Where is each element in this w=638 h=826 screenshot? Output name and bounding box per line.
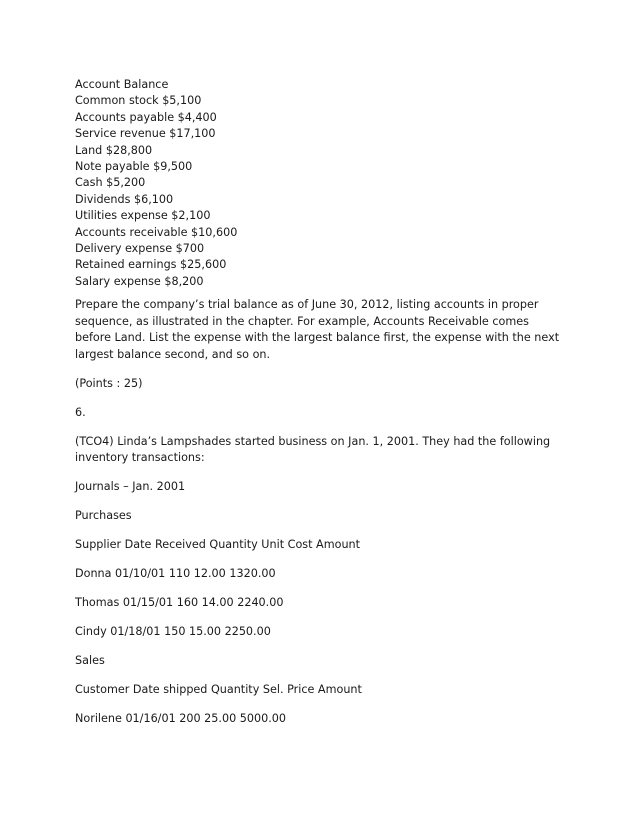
account-line: Common stock $5,100: [75, 94, 202, 108]
account-balance-list: [75, 77, 565, 290]
purchase-row: Donna 01/10/01 110 12.00 1320.00: [75, 567, 276, 581]
document-body: [75, 77, 565, 740]
account-line: Note payable $9,500: [75, 160, 193, 174]
question-intro: (TCO4) Linda’s Lampshades started business on Jan. 1, 2001. They had the following inventory transactions:: [75, 434, 551, 465]
account-line: Retained earnings $25,600: [75, 258, 227, 272]
account-line: Accounts receivable $10,600: [75, 225, 238, 239]
account-line: Service revenue $17,100: [75, 127, 216, 141]
purchase-row: Cindy 01/18/01 150 15.00 2250.00: [75, 625, 271, 639]
account-line: Accounts payable $4,400: [75, 110, 217, 124]
account-list-header: Account Balance: [75, 78, 169, 91]
question-number: 6.: [75, 405, 86, 419]
sale-row: Norilene 01/16/01 200 25.00 5000.00: [75, 712, 287, 726]
account-line: Dividends $6,100: [75, 192, 174, 206]
purchase-row: Thomas 01/15/01 160 14.00 2240.00: [75, 596, 284, 610]
account-line: Utilities expense $2,100: [75, 209, 211, 223]
account-line: Land $28,800: [75, 143, 153, 157]
account-line: Delivery expense $700: [75, 242, 205, 256]
sales-heading: Sales: [75, 654, 105, 668]
instructions-paragraph: Prepare the company’s trial balance as of June 30, 2012, listing accounts in proper sequence, as illustrated in the chapter. For example, Accounts Receivable comes before Land. List the expense with the largest balance first, the expense with the next largest balance second, and so on.: [75, 298, 560, 361]
purchases-heading: Purchases: [75, 509, 132, 523]
journals-heading: Journals – Jan. 2001: [75, 480, 186, 494]
sales-table-header: Customer Date shipped Quantity Sel. Price Amount: [75, 683, 362, 697]
account-line: Cash $5,200: [75, 176, 146, 190]
purchases-table-header: Supplier Date Received Quantity Unit Cost Amount: [75, 538, 361, 552]
points-label: (Points : 25): [75, 376, 143, 390]
account-line: Salary expense $8,200: [75, 274, 204, 288]
